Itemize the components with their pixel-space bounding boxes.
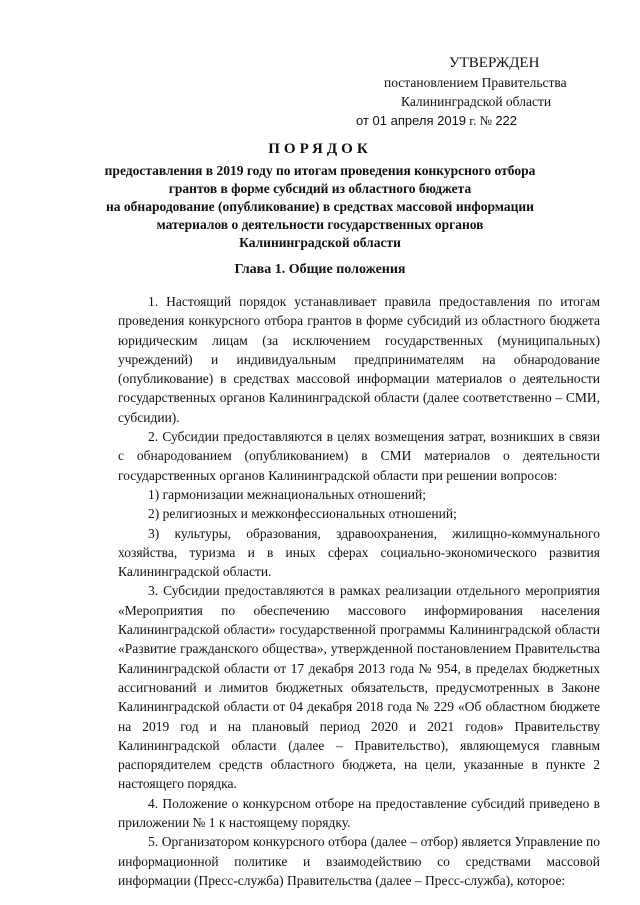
subtitle-line: предоставления в 2019 году по итогам проведения конкурсного отбора	[104, 163, 536, 178]
approval-line-1: постановлением Правительства	[384, 75, 567, 90]
paragraph: 5. Организатором конкурсного отбора (далее – отбор) является Управление по информационной политике и взаимодействию со средствами массовой информации (Пресс-служба) Правительства (далее – Пресс-служба), которое:	[118, 834, 600, 888]
approval-stamp	[356, 54, 606, 130]
document-title: ПОРЯДОК	[268, 141, 372, 157]
approval-date-suffix: г. №	[466, 113, 496, 128]
approval-heading: УТВЕРЖДЕН	[449, 55, 540, 71]
paragraph: 4. Положение о конкурсном отборе на предоставление субсидий приведено в приложении № 1 к настоящему порядку.	[118, 795, 600, 831]
chapter-heading: Глава 1. Общие положения	[234, 262, 406, 277]
approval-date-line	[356, 111, 606, 130]
paragraph: 1. Настоящий порядок устанавливает правила предоставления по итогам проведения конкурсного отбора грантов в форме субсидий из областного бюджета юридическим лицам (за исключением государственных (муниципальных) учреждений) и индивидуальным предпринимателям на обнародование (опубликование) в средствах массовой информации материалов о деятельности государственных органов Калининградской области (далее соответственно – СМИ, субсидии).	[118, 294, 600, 425]
list-item: 2) религиозных и межконфессиональных отношений;	[148, 506, 457, 522]
document-subtitle	[100, 162, 540, 252]
subtitle-line: грантов в форме субсидий из областного бюджета	[168, 181, 472, 196]
approval-number: 222	[495, 113, 518, 128]
document-body	[118, 292, 600, 890]
approval-date-value: 01 апреля 2019	[372, 113, 467, 128]
list-item: 1) гармонизации межнациональных отношений;	[148, 486, 426, 502]
paragraph: 3. Субсидии предоставляются в рамках реализации отдельного мероприятия «Мероприятия по обеспечению массового информирования населения Калининградской области» государственной программы Калининградской области «Развитие гражданского общества», утвержденной постановлением Правительства Калининградской области от 17 декабря 2013 года № 954, в пределах бюджетных ассигнований и лимитов бюджетных обязательств, предусмотренных в Законе Калининградской области от 04 декабря 2018 года № 229 «Об областном бюджете на 2019 год и на плановый период 2020 и 2021 годов» Правительству Калининградской области (далее – Правительство), являющемуся главным распорядителем средств областного бюджета, на цели, указанные в пункте 2 настоящего порядка.	[118, 583, 600, 792]
approval-date-prefix: от	[356, 113, 373, 128]
list-item: 3) культуры, образования, здравоохранения, жилищно-коммунального хозяйства, туризма и в иных сферах социально-экономического развития Калининградской области.	[118, 525, 600, 580]
subtitle-line: на обнародование (опубликование) в средствах массовой информации	[106, 199, 534, 214]
paragraph: 2. Субсидии предоставляются в целях возмещения затрат, возникших в связи с обнародованием (опубликованием) в СМИ материалов о деятельности государственных органов Калининградской области при решении вопросов:	[118, 429, 600, 483]
subtitle-line: материалов о деятельности государственных органов	[156, 217, 484, 232]
subtitle-line: Калининградской области	[239, 235, 401, 250]
approval-line-2: Калининградской области	[401, 94, 552, 109]
